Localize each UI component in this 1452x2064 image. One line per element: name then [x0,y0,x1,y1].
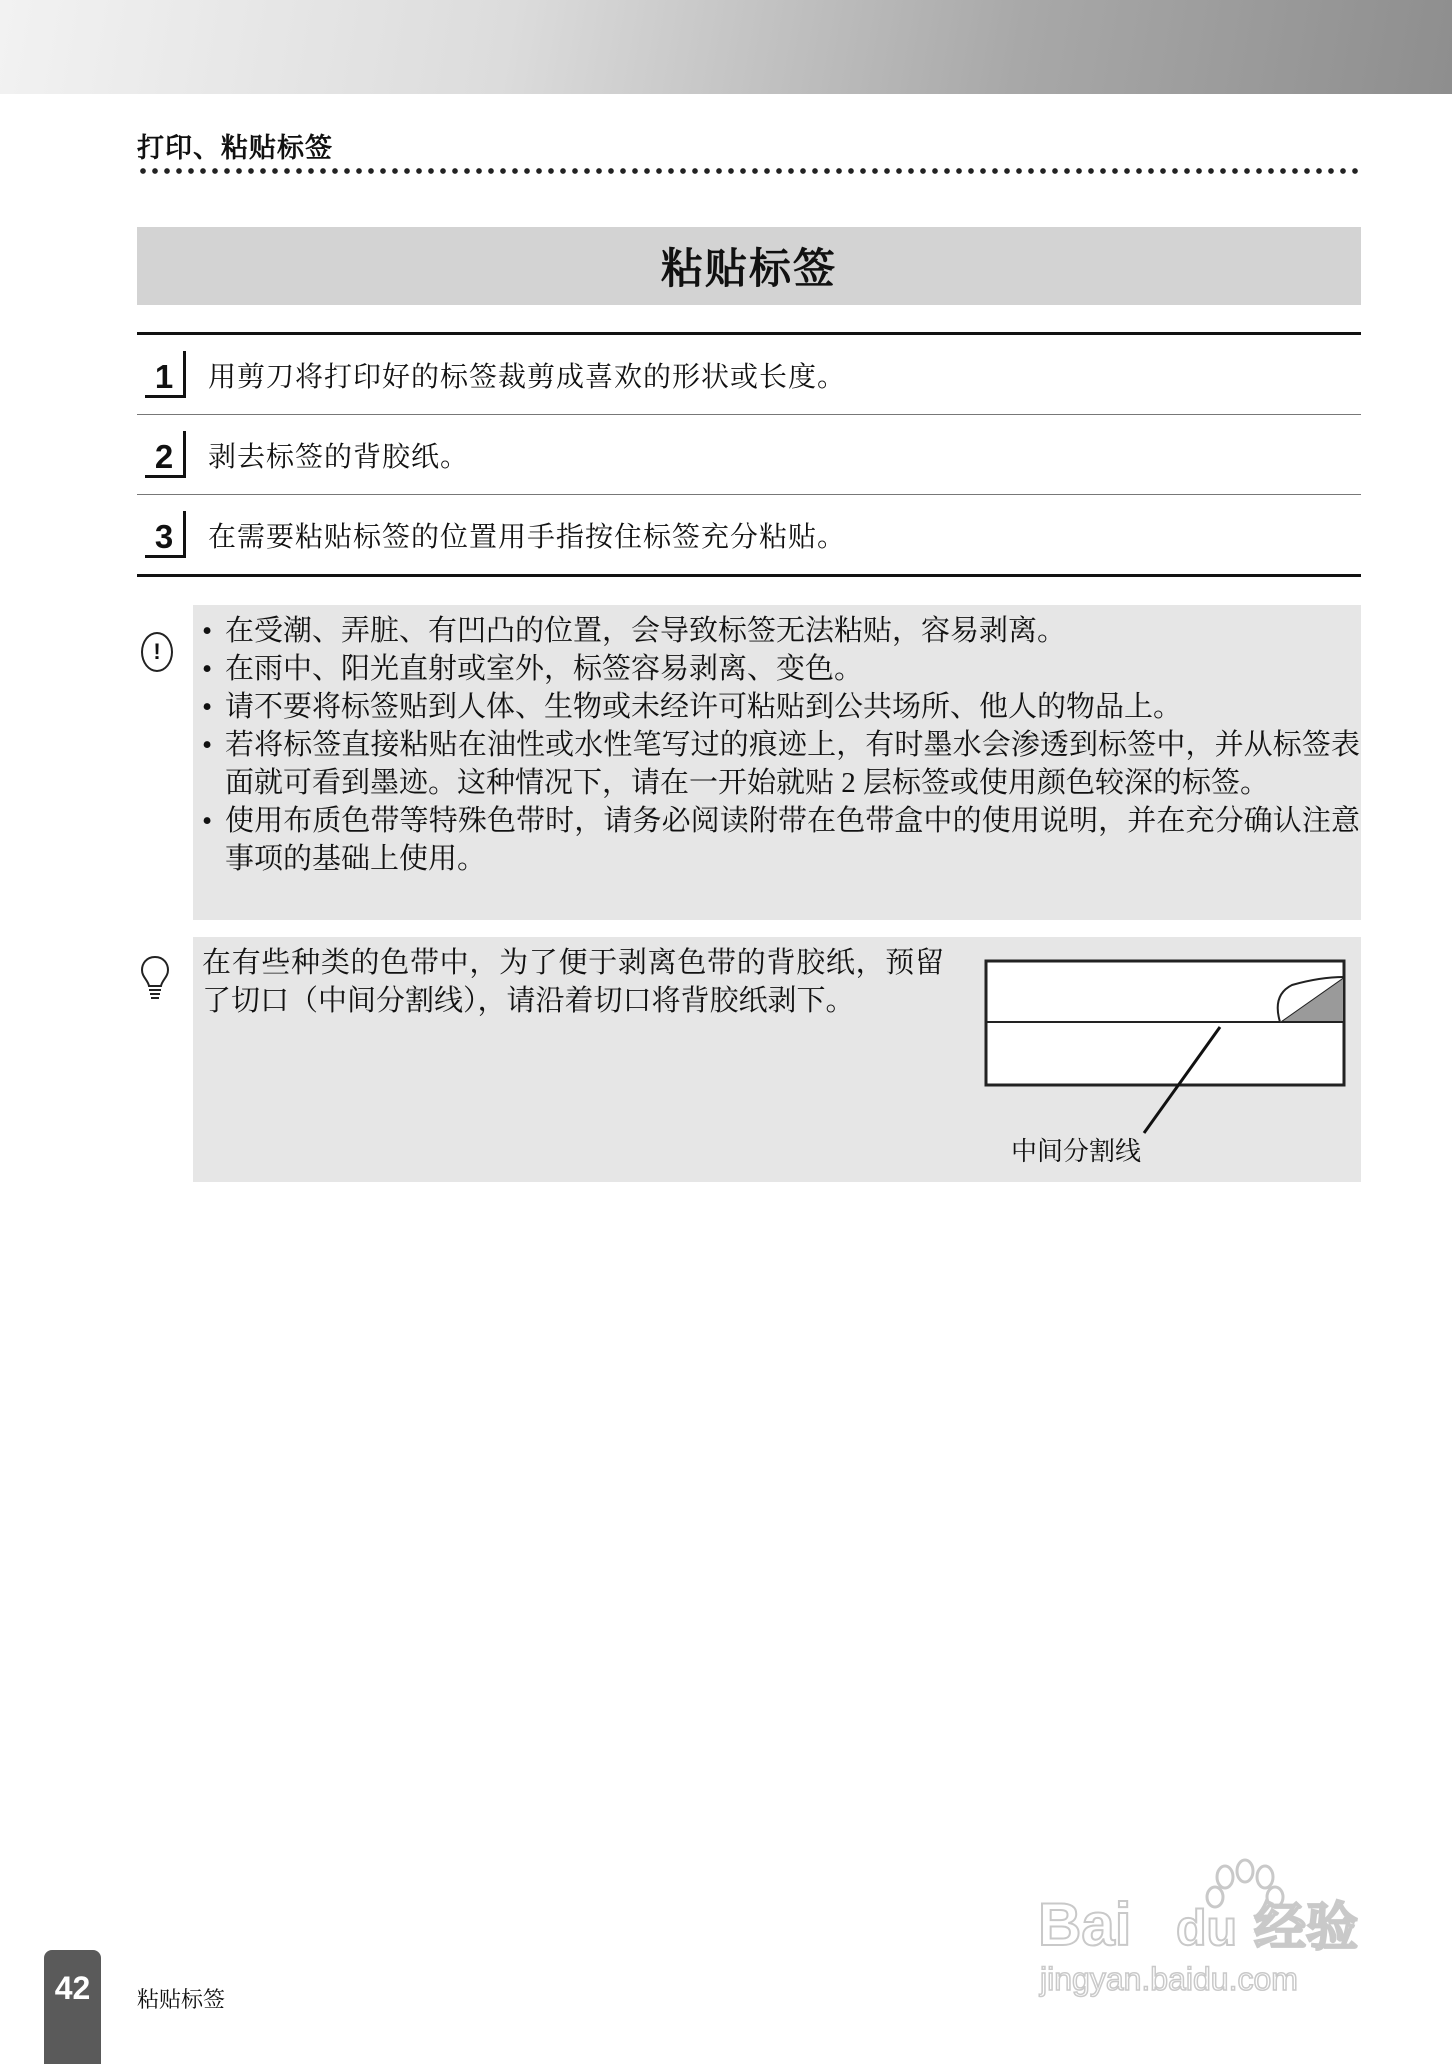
section-title-bar [137,227,1361,305]
caution-item: • 若将标签直接粘贴在油性或水性笔写过的痕迹上，有时墨水会渗透到标签中，并从标签表面就可看到墨迹。这种情况下，请在一开始就贴 2 层标签或使用颜色较深的标签。 [200,726,1360,802]
watermark-brand-suffix: du [1176,1900,1238,1956]
caution-list [200,612,1360,878]
step-item [137,335,1361,415]
step-item [137,495,1361,574]
step-text: 在需要粘贴标签的位置用手指按住标签充分粘贴。 [208,519,847,553]
caution-item: • 在受潮、弄脏、有凹凸的位置，会导致标签无法粘贴，容易剥离。 [200,612,1360,650]
step-text: 用剪刀将打印好的标签裁剪成喜欢的形状或长度。 [208,359,847,393]
tip-text: 在有些种类的色带中，为了便于剥离色带的背胶纸，预留了切口（中间分割线），请沿着切口将背胶纸剥下。 [202,947,944,1017]
caution-item: • 请不要将标签贴到人体、生物或未经许可粘贴到公共场所、他人的物品上。 [200,688,1360,726]
baidu-watermark [1030,1855,1430,2005]
breadcrumb: 打印、粘贴标签 [137,133,333,164]
caution-item: • 使用布质色带等特殊色带时，请务必阅读附带在色带盒中的使用说明，并在充分确认注意事项的基础上使用。 [200,802,1360,878]
lightbulb-icon [139,954,171,1004]
exclamation-icon: ! [141,632,173,672]
step-item [137,415,1361,495]
page-number: 42 [54,1970,91,2006]
watermark-brand-cn: 经验 [1254,1898,1359,1958]
page-number-tab [44,1950,101,2064]
steps-list [137,332,1361,577]
watermark-brand: Bai [1038,1891,1132,1958]
step-number: 3 [145,511,186,558]
step-text: 剥去标签的背胶纸。 [208,439,470,473]
dotted-divider [137,167,1361,175]
step-number: 1 [145,351,186,398]
watermark-url: jingyan.baidu.com [1040,1961,1298,1997]
page-title: 粘贴标签 [660,244,837,293]
caution-item: • 在雨中、阳光直射或室外，标签容易剥离、变色。 [200,650,1360,688]
step-number: 2 [145,431,186,478]
figure-label: 中间分割线 [1011,1137,1142,1167]
header-gradient-band [0,0,1452,94]
footer-title: 粘贴标签 [137,1988,226,2013]
